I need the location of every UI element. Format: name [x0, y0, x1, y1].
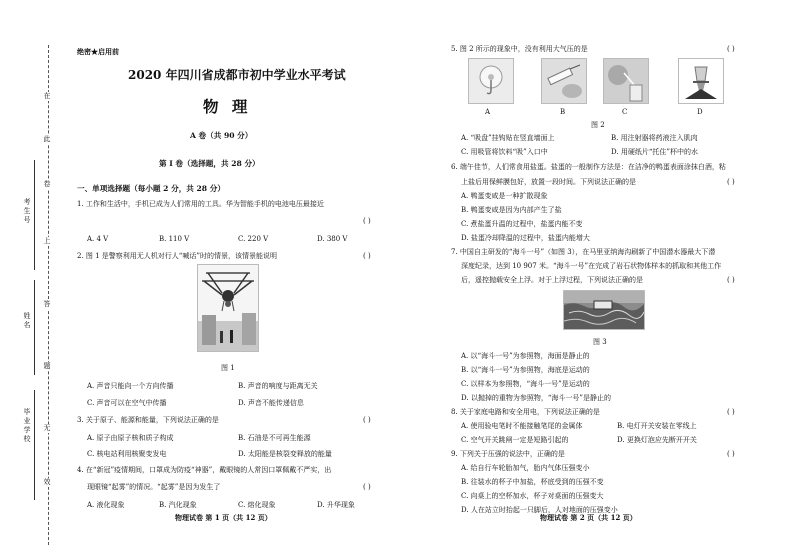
page-footer: 物理试卷 第 2 页（共 12 页） [540, 513, 637, 522]
answer-bracket[interactable]: ( ) [727, 178, 735, 186]
field-line-school[interactable] [34, 390, 35, 500]
option-c[interactable]: C. 用吸管将饮料“吸”入口中 [461, 148, 548, 156]
question-stem: 1. 工作和生活中，手机已成为人们常用的工具。华为智能手机的电池电压最接近 [77, 200, 324, 208]
question-stem: 7. 中国自主研发的“海斗一号”（如图 3），在马里亚纳海沟刷新了中国潜水器最大下潜 [451, 248, 716, 256]
option-a[interactable]: A. 4 V [87, 235, 109, 243]
margin-char: 效 [43, 478, 51, 487]
field-label-name: 姓名 [23, 312, 31, 330]
figure-2-label-d: D [697, 108, 703, 116]
figure-2b-syringe [541, 58, 587, 104]
option-b[interactable]: B. 石油是不可再生能源 [238, 434, 311, 442]
option-b[interactable]: B. 声音的响度与距离无关 [238, 382, 318, 390]
option-d[interactable]: D. 以抛掉的重物为参照物，“海斗一号”是静止的 [461, 394, 611, 402]
question-stem: 3. 关于原子、能源和能量，下列说法正确的是 [77, 416, 219, 424]
option-b[interactable]: B. 110 V [159, 235, 190, 243]
volume-label: A 卷（共 90 分） [190, 131, 253, 140]
figure-3-caption: 图 3 [593, 338, 607, 346]
question-stem-continued: 上盐后用保鲜膜包好，放置一段时间。下列说法正确的是 [461, 178, 636, 186]
subject-title: 物 理 [203, 97, 252, 116]
question-stem: 6. 端午佳节，人们常食用盐蛋。盐蛋的一般制作方法是：在洁净的鸭蛋表面涂抹白酒，粘 [451, 163, 726, 171]
option-d[interactable]: D. 升华现象 [317, 501, 355, 509]
answer-bracket[interactable]: ( ) [363, 483, 371, 491]
option-c[interactable]: C. 空气开关跳闸一定是短路引起的 [461, 436, 569, 444]
margin-char: 上 [43, 237, 51, 246]
binding-dashed-line [48, 45, 50, 545]
option-c[interactable]: C. 以样本为参照物，“海斗一号”是运动的 [461, 380, 590, 388]
figure-3-haidou-photo [563, 290, 645, 330]
figure-2-caption: 图 2 [591, 121, 605, 129]
option-b[interactable]: B. 汽化现象 [159, 501, 197, 509]
question-stem: 9. 下列关于压强的说法中，正确的是 [451, 450, 565, 458]
question-stem-continued: 现眼镜“起雾”的情况。“起雾”是因为发生了 [87, 483, 221, 491]
figure-2c-drinking-straw [603, 58, 649, 104]
section-heading: 一、单项选择题（每小题 2 分，共 28 分） [77, 184, 225, 193]
option-d[interactable]: D. 用硬纸片“托住”杯中的水 [611, 148, 698, 156]
answer-bracket[interactable]: ( ) [727, 450, 735, 458]
syringe-illustration [542, 59, 586, 103]
question-stem: 2. 图 1 是警察利用无人机对行人“喊话”时的情景，该情景能说明 [77, 252, 277, 260]
option-d[interactable]: D. 人在站立时抬起一只脚后，人对地面的压强变小 [461, 506, 618, 514]
cardboard-cup-illustration [679, 59, 723, 103]
option-a[interactable]: A. 以“海斗一号”为参照物，海面是静止的 [461, 352, 590, 360]
question-stem: 5. 图 2 所示的现象中，没有利用大气压的是 [451, 45, 588, 53]
figure-2-label-c: C [622, 108, 628, 116]
option-c[interactable]: C. 声音可以在空气中传播 [87, 399, 167, 407]
option-c[interactable]: C. 熔化现象 [238, 501, 276, 509]
field-label-school: 毕业学校 [23, 408, 31, 444]
margin-char: 此 [43, 135, 51, 144]
option-b[interactable]: B. 电灯开关安装在零线上 [617, 422, 697, 430]
answer-bracket[interactable]: ( ) [727, 45, 735, 53]
answer-bracket[interactable]: ( ) [363, 416, 371, 424]
option-d[interactable]: D. 太阳能是核裂变释放的能量 [238, 450, 332, 458]
option-c[interactable]: C. 向桌上的空杯加水，杯子对桌面的压强变大 [461, 492, 604, 500]
answer-bracket[interactable]: ( ) [727, 276, 735, 284]
option-a[interactable]: A. 使用验电笔时不能接触笔尾的金属体 [461, 422, 583, 430]
question-stem: 8. 关于家庭电路和安全用电，下列说法正确的是 [451, 408, 600, 416]
option-b[interactable]: B. 用注射器将药液注入肌肉 [611, 134, 698, 142]
field-line-name[interactable] [34, 280, 35, 375]
option-c[interactable]: C. 煮盐蛋升温的过程中，盐蛋内能不变 [461, 220, 583, 228]
question-stem-continued: 深度纪录，达到 10 907 米。“海斗一号”在完成了岩石状物体样本的抓取和其他工作 [461, 262, 722, 270]
figure-2-label-a: A [485, 108, 491, 116]
option-a[interactable]: A. 液化现象 [87, 501, 125, 509]
figure-2-label-b: B [560, 108, 566, 116]
margin-char: 答 [43, 300, 51, 309]
straw-illustration [604, 59, 648, 103]
option-a[interactable]: A. 声音只能向一个方向传播 [87, 382, 174, 390]
suction-hook-illustration [469, 59, 513, 103]
field-line-exam-number[interactable] [34, 160, 35, 270]
option-a[interactable]: A. 原子由原子核和质子构成 [87, 434, 174, 442]
margin-char: 无 [43, 424, 51, 433]
option-a[interactable]: A. 鸭蛋变咸是一种扩散现象 [461, 192, 548, 200]
option-d[interactable]: D. 盐蛋冷却降温的过程中，盐蛋内能增大 [461, 234, 590, 242]
option-c[interactable]: C. 核电站利用核聚变发电 [87, 450, 167, 458]
exam-title: 2020 年四川省成都市初中学业水平考试 [128, 68, 346, 82]
margin-char: 卷 [43, 180, 51, 189]
figure-1-drone-photo [197, 264, 259, 352]
figure-1-caption: 图 1 [221, 364, 235, 372]
question-stem: 4. 在“新冠”疫情期间，口罩成为防疫“神器”，戴眼镜的人常因口罩佩戴不严实，出 [77, 466, 332, 474]
option-d[interactable]: D. 声音不能传递信息 [238, 399, 304, 407]
margin-char: 在 [43, 92, 51, 101]
page-footer: 物理试卷 第 1 页（共 12 页） [175, 513, 272, 522]
option-b[interactable]: B. 以“海斗一号”为参照物，海底是运动的 [461, 366, 590, 374]
option-a[interactable]: A. 给自行车轮胎加气，胎内气体压强变小 [461, 464, 590, 472]
margin-char: 题 [43, 362, 51, 371]
option-d[interactable]: D. 380 V [317, 235, 348, 243]
part-label: 第 Ⅰ 卷（选择题，共 28 分） [159, 159, 260, 168]
option-b[interactable]: B. 鸭蛋变咸是因为内部产生了盐 [461, 206, 562, 214]
answer-bracket[interactable]: ( ) [727, 408, 735, 416]
figure-2d-cardboard-cup [678, 58, 724, 104]
figure-2a-suction-hook [468, 58, 514, 104]
option-c[interactable]: C. 220 V [238, 235, 269, 243]
drone-illustration [198, 265, 258, 351]
option-b[interactable]: B. 往装水的杯子中加盐，杯底受到的压强不变 [461, 478, 604, 486]
question-stem-continued-2: 后，遥控抛载安全上浮。对于上浮过程，下列说法正确的是 [461, 276, 643, 284]
field-label-exam-number: 考生号 [23, 198, 31, 225]
secret-mark: 绝密★启用前 [77, 47, 119, 56]
option-a[interactable]: A. “吸盘”挂钩贴在竖直墙面上 [461, 134, 555, 142]
answer-bracket[interactable]: ( ) [363, 217, 371, 225]
option-d[interactable]: D. 更换灯泡应先断开开关 [617, 436, 697, 444]
submersible-illustration [564, 291, 644, 329]
answer-bracket[interactable]: ( ) [363, 252, 371, 260]
